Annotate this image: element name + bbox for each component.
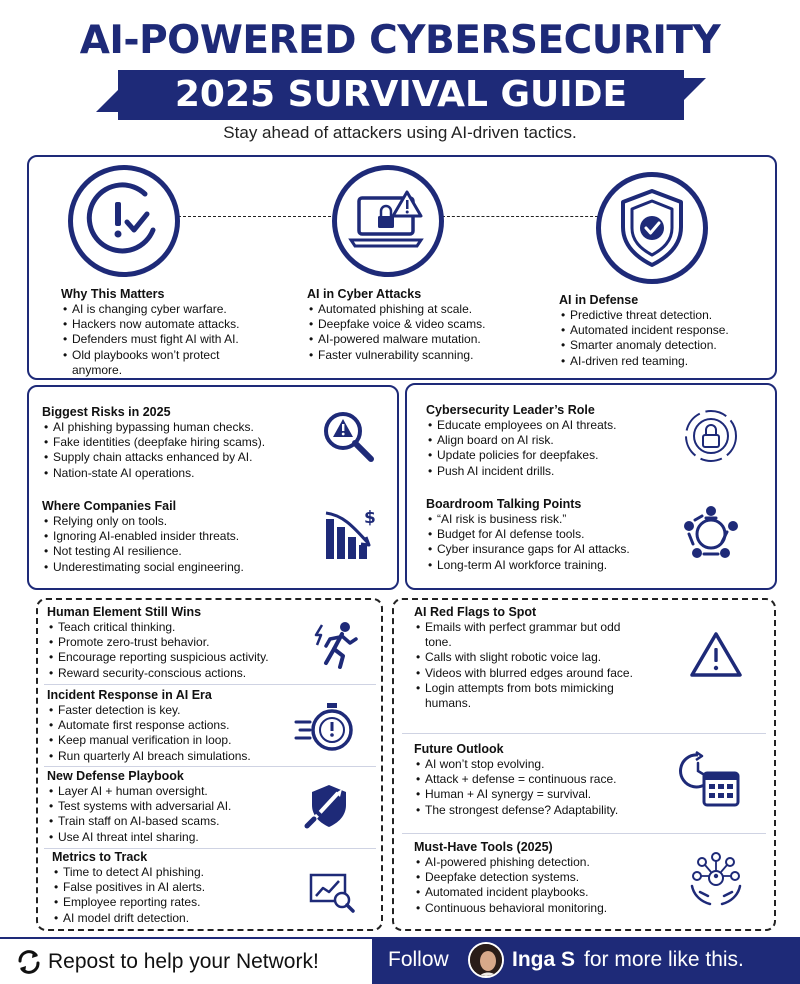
section-title: AI Red Flags to Spot [414,605,537,619]
list-item: • Align board on AI risk. [426,433,686,448]
list-item: • Layer AI + human oversight. [47,784,312,799]
divider [402,833,766,834]
section-where-companies-fail [42,499,322,575]
section-cybersecurity-leader-role [426,403,686,479]
section-why-this-matters [61,287,301,378]
repost-icon [16,949,42,975]
list-item: • Continuous behavioral monitoring. [414,901,674,916]
list-item: • AI-powered malware mutation. [307,332,547,347]
list-item: • Nation-state AI operations. [42,466,322,481]
list-item: • Not testing AI resilience. [42,544,322,559]
list-item: • Run quarterly AI breach simulations. [47,749,312,764]
shield-check-icon [596,172,708,284]
warning-triangle-icon [688,630,744,680]
list-item: • Teach critical thinking. [47,620,312,635]
divider [44,766,376,767]
list-item: • AI-powered phishing detection. [414,855,674,870]
author-name: Inga S [512,948,576,971]
clock-calendar-icon [678,751,742,809]
section-new-defense-playbook [47,769,312,845]
section-title: Incident Response in AI Era [47,688,212,702]
shield-sword-icon [302,781,350,831]
list-item: • Emails with perfect grammar but odd tone. [414,620,639,650]
connector-line [168,216,336,217]
section-title: AI in Cyber Attacks [307,287,422,301]
section-incident-response [47,688,312,764]
list-item: • AI phishing bypassing human checks. [42,420,322,435]
list-item: • Predictive threat detection. [559,308,769,323]
list-item: • Faster vulnerability scanning. [307,348,547,363]
list-item: • AI-driven red teaming. [559,354,769,369]
title-line-2: 2025 SURVIVAL GUIDE [118,70,684,120]
list-item: • Automated phishing at scale. [307,302,547,317]
list-item: • Ignoring AI-enabled insider threats. [42,529,322,544]
running-person-icon [312,619,362,669]
list-item: • Time to detect AI phishing. [52,865,307,880]
repost-text: Repost to help your Network! [48,950,319,973]
list-item: • False positives in AI alerts. [52,880,307,895]
section-title: Biggest Risks in 2025 [42,405,171,419]
section-ai-in-cyber-attacks [307,287,547,363]
section-human-element [47,605,312,681]
connector-line [442,216,598,217]
section-title: Metrics to Track [52,850,148,864]
section-title: Boardroom Talking Points [426,497,582,511]
list-item: • Push AI incident drills. [426,464,686,479]
list-item: • Defenders must fight AI with AI. [61,332,301,347]
laptop-lock-warning-icon [332,165,444,277]
lock-target-icon [683,408,739,464]
list-item: • Test systems with adversarial AI. [47,799,312,814]
list-item: • Hackers now automate attacks. [61,317,301,332]
avatar [468,942,504,978]
list-item: • Reward security-conscious actions. [47,666,312,681]
list-item: • AI is changing cyber warfare. [61,302,301,317]
list-item: • Use AI threat intel sharing. [47,830,312,845]
list-item: • Train staff on AI-based scams. [47,814,312,829]
list-item: • Old playbooks won’t protect anymore. [61,348,261,378]
section-future-outlook [414,742,674,818]
list-item: • Long-term AI workforce training. [426,558,686,573]
declining-dollar-chart-icon [322,505,378,563]
subtitle: Stay ahead of attackers using AI-driven tactics. [223,123,577,142]
section-title: Where Companies Fail [42,499,177,513]
list-item: • Relying only on tools. [42,514,322,529]
title-line-1: AI-POWERED CYBERSECURITY [79,18,721,63]
section-title: Cybersecurity Leader’s Role [426,403,595,417]
section-title: Future Outlook [414,742,504,756]
stopwatch-alert-icon [294,700,358,754]
section-title: New Defense Playbook [47,769,184,783]
list-item: • Deepfake voice & video scams. [307,317,547,332]
list-item: • Promote zero-trust behavior. [47,635,312,650]
section-must-have-tools [414,840,674,916]
section-ai-in-defense [559,293,769,369]
follow-suffix: for more like this. [584,948,744,971]
section-biggest-risks [42,405,322,481]
hands-network-icon [688,852,744,908]
list-item: • “AI risk is business risk.” [426,512,686,527]
list-item: • Faster detection is key. [47,703,312,718]
section-title: AI in Defense [559,293,639,307]
list-item: • Human + AI synergy = survival. [414,787,674,802]
search-warning-icon [320,408,376,464]
list-item: • Update policies for deepfakes. [426,448,686,463]
divider [44,684,376,685]
svg-text:$: $ [364,508,376,528]
list-item: • Cyber insurance gaps for AI attacks. [426,542,686,557]
list-item: • Employee reporting rates. [52,895,307,910]
section-title: Why This Matters [61,287,165,301]
follow-banner[interactable] [372,937,800,984]
list-item: • Supply chain attacks enhanced by AI. [42,450,322,465]
section-title: Human Element Still Wins [47,605,202,619]
list-item: • AI won’t stop evolving. [414,757,674,772]
section-boardroom-talking-points [426,497,686,573]
divider [402,733,766,734]
follow-text: Follow [388,948,449,971]
section-ai-red-flags [414,605,654,711]
list-item: • Automate first response actions. [47,718,312,733]
list-item: • Educate employees on AI threats. [426,418,686,433]
section-metrics-to-track [52,850,307,926]
section-title: Must-Have Tools (2025) [414,840,553,854]
footer [0,937,800,984]
team-circle-icon [680,504,742,562]
list-item: • Budget for AI defense tools. [426,527,686,542]
list-item: • The strongest defense? Adaptability. [414,803,674,818]
list-item: • Attack + defense = continuous race. [414,772,674,787]
list-item: • Encourage reporting suspicious activity. [47,650,312,665]
chart-magnifier-icon [308,872,356,914]
list-item: • Keep manual verification in loop. [47,733,312,748]
alert-check-icon [68,165,180,277]
list-item: • AI model drift detection. [52,911,307,926]
repost-banner[interactable] [0,937,372,984]
list-item: • Automated incident playbooks. [414,885,674,900]
list-item: • Calls with slight robotic voice lag. [414,650,654,665]
list-item: • Deepfake detection systems. [414,870,674,885]
list-item: • Smarter anomaly detection. [559,338,769,353]
list-item: • Underestimating social engineering. [42,560,322,575]
list-item: • Automated incident response. [559,323,769,338]
divider [44,848,376,849]
list-item: • Login attempts from bots mimicking humans. [414,681,646,711]
list-item: • Fake identities (deepfake hiring scams). [42,435,322,450]
list-item: • Videos with blurred edges around face. [414,666,639,681]
